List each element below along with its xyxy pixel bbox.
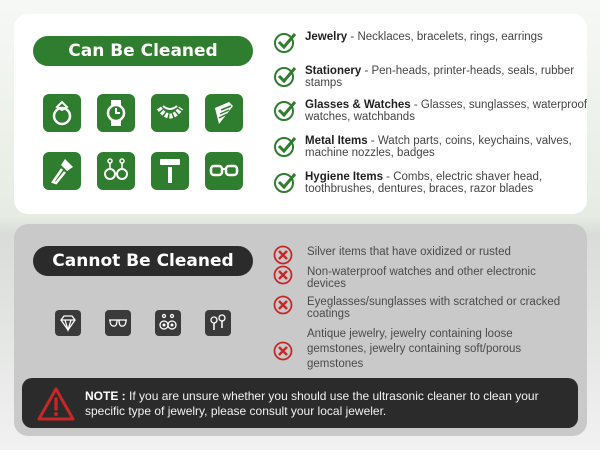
item-label: Stationery (305, 65, 362, 77)
item-label: Glasses & Watches (305, 99, 411, 111)
item-separator: - (382, 171, 394, 183)
item-label: Jewelry (305, 31, 348, 43)
list-item-antique-jewelry (273, 327, 557, 372)
x-icon (273, 245, 293, 265)
list-item-jewelry (273, 32, 600, 54)
list-item-stationery (273, 66, 600, 89)
list-item-oxidized-silver (273, 246, 567, 265)
check-icon (273, 134, 297, 158)
earrings-icon (97, 152, 135, 190)
note-label: NOTE : (85, 389, 126, 403)
stud-earrings-icon (205, 310, 231, 336)
item-label: Hygiene Items (305, 171, 383, 183)
list-item-hygiene-items (273, 172, 600, 195)
check-icon (273, 30, 297, 54)
x-icon (273, 341, 293, 361)
item-description: Pen-heads, printer-heads, seals, rubber stamps (305, 65, 575, 89)
diamond-icon (55, 310, 81, 336)
note-banner (22, 378, 578, 428)
razor-icon (151, 152, 189, 190)
ring-icon (43, 94, 81, 132)
gem-earrings-icon (155, 310, 181, 336)
item-separator: - (410, 99, 421, 111)
check-icon (273, 98, 297, 122)
glasses-icon (205, 152, 243, 190)
x-icon (273, 295, 293, 315)
item-description: Combs, electric shaver head, toothbrushes, dentures, braces, razor blades (305, 171, 543, 195)
check-icon (273, 170, 297, 194)
item-description: Glasses, sunglasses, waterproof watches, watchbands (305, 99, 588, 123)
item-description: Necklaces, bracelets, rings, earrings (357, 31, 543, 43)
x-icon (273, 265, 293, 285)
note-text (85, 389, 565, 419)
item-description: Eyeglasses/sunglasses with scratched or cracked coatings (307, 296, 561, 320)
item-separator: - (367, 135, 378, 147)
can-be-cleaned-title: Can Be Cleaned (33, 36, 253, 66)
list-item-scratched-eyeglasses (273, 296, 567, 320)
item-label: Metal Items (305, 135, 368, 147)
dentures-icon (151, 94, 189, 132)
item-separator: - (347, 31, 358, 43)
makeup-brush-icon (43, 152, 81, 190)
list-item-glasses-watches (273, 100, 600, 123)
item-description: Non-waterproof watches and other electronic devices (307, 266, 536, 290)
list-item-metal-items (273, 136, 600, 159)
item-description: Silver items that have oxidized or rusted (307, 246, 511, 258)
item-description: Antique jewelry, jewelry containing loose gemstones, jewelry containing soft/porous gemstones (307, 328, 522, 370)
comb-icon (205, 94, 243, 132)
item-description: Watch parts, coins, keychains, valves, machine nozzles, badges (305, 135, 572, 159)
list-item-non-waterproof (273, 266, 567, 290)
sunglasses-icon (105, 310, 131, 336)
item-separator: - (361, 65, 372, 77)
check-icon (273, 64, 297, 88)
cannot-be-cleaned-title: Cannot Be Cleaned (33, 246, 253, 276)
warning-icon (36, 386, 76, 422)
note-body: If you are unsure whether you should use the ultrasonic cleaner to clean your specific type of jewelry, please consult your local jeweler. (85, 389, 539, 418)
watch-icon (97, 94, 135, 132)
